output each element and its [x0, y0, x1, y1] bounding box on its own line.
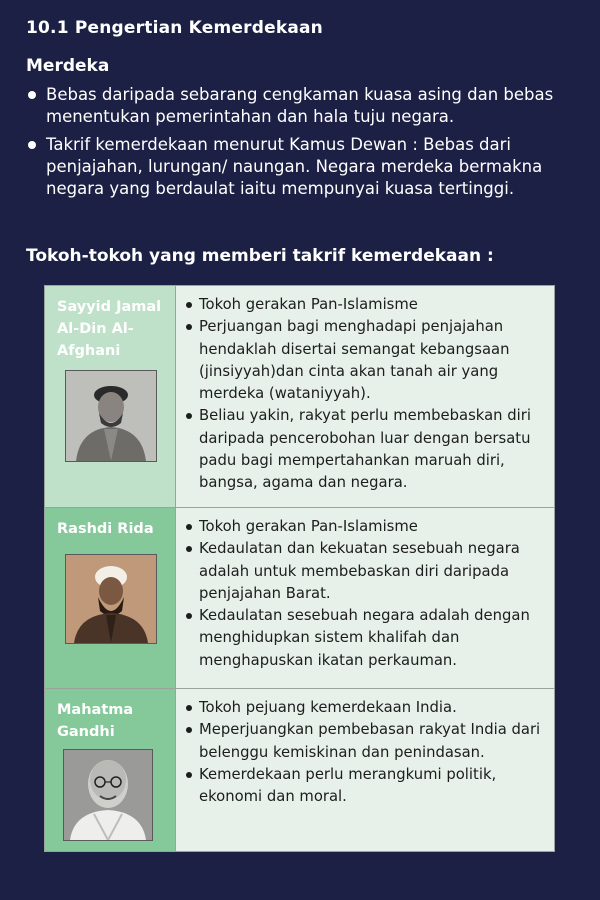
- figure-points: [185, 294, 551, 495]
- figure-point: Perjuangan bagi menghadapi penjajahan hendaklah disertai semangat kebangsaan (jinsiyyah)dan cinta akan tanah air yang merdeka (wataniyyah).: [185, 316, 551, 405]
- figure-point: Kedaulatan dan kekuatan sesebuah negara adalah untuk membebaskan diri daripada penjajahan Barat.: [185, 538, 551, 605]
- figure-point: Tokoh gerakan Pan-Islamisme: [185, 294, 551, 316]
- figure-point: Tokoh pejuang kemerdekaan India.: [185, 697, 551, 719]
- figure-name: Rashdi Rida: [57, 521, 154, 537]
- figure-point: Beliau yakin, rakyat perlu membebaskan diri daripada pencerobohan luar dengan bersatu padu bagi mempertahankan maruah diri, bangsa, agama dan negara.: [185, 405, 551, 494]
- figures-table: [44, 285, 555, 852]
- tokoh-heading: Tokoh-tokoh yang memberi takrif kemerdekaan :: [26, 246, 494, 266]
- intro-point: Takrif kemerdekaan menurut Kamus Dewan : Bebas dari penjajahan, lurungan/ naungan. Negara merdeka bermakna negara yang berdaulat iaitu mempunyai kuasa tertinggi.: [26, 134, 586, 200]
- subheading: Merdeka: [26, 56, 110, 76]
- intro-list: [26, 84, 586, 206]
- name-cell: [45, 508, 176, 688]
- figure-points: [185, 516, 551, 672]
- name-cell: [45, 689, 176, 851]
- portrait-image: [65, 370, 157, 462]
- figure-point: Kemerdekaan perlu merangkumi politik, ekonomi dan moral.: [185, 764, 551, 809]
- figure-point: Kedaulatan sesebuah negara adalah dengan menghidupkan sistem khalifah dan menghapuskan ikatan perkauman.: [185, 605, 551, 672]
- portrait-image: [65, 554, 157, 644]
- name-cell: [45, 286, 176, 507]
- figure-points: [185, 697, 551, 808]
- figure-row-gandhi: [45, 689, 554, 851]
- figure-row-rida: [45, 508, 554, 689]
- figure-name: Sayyid Jamal Al-Din Al-Afghani: [57, 299, 162, 359]
- section-title: 10.1 Pengertian Kemerdekaan: [26, 18, 323, 38]
- figure-point: Tokoh gerakan Pan-Islamisme: [185, 516, 551, 538]
- intro-point: Bebas daripada sebarang cengkaman kuasa asing dan bebas menentukan pemerintahan dan hala tuju negara.: [26, 84, 586, 128]
- portrait-image: [63, 749, 153, 841]
- figure-name: Mahatma Gandhi: [57, 702, 134, 740]
- figure-row-afghani: [45, 286, 554, 508]
- figure-point: Meperjuangkan pembebasan rakyat India dari belenggu kemiskinan dan penindasan.: [185, 719, 551, 764]
